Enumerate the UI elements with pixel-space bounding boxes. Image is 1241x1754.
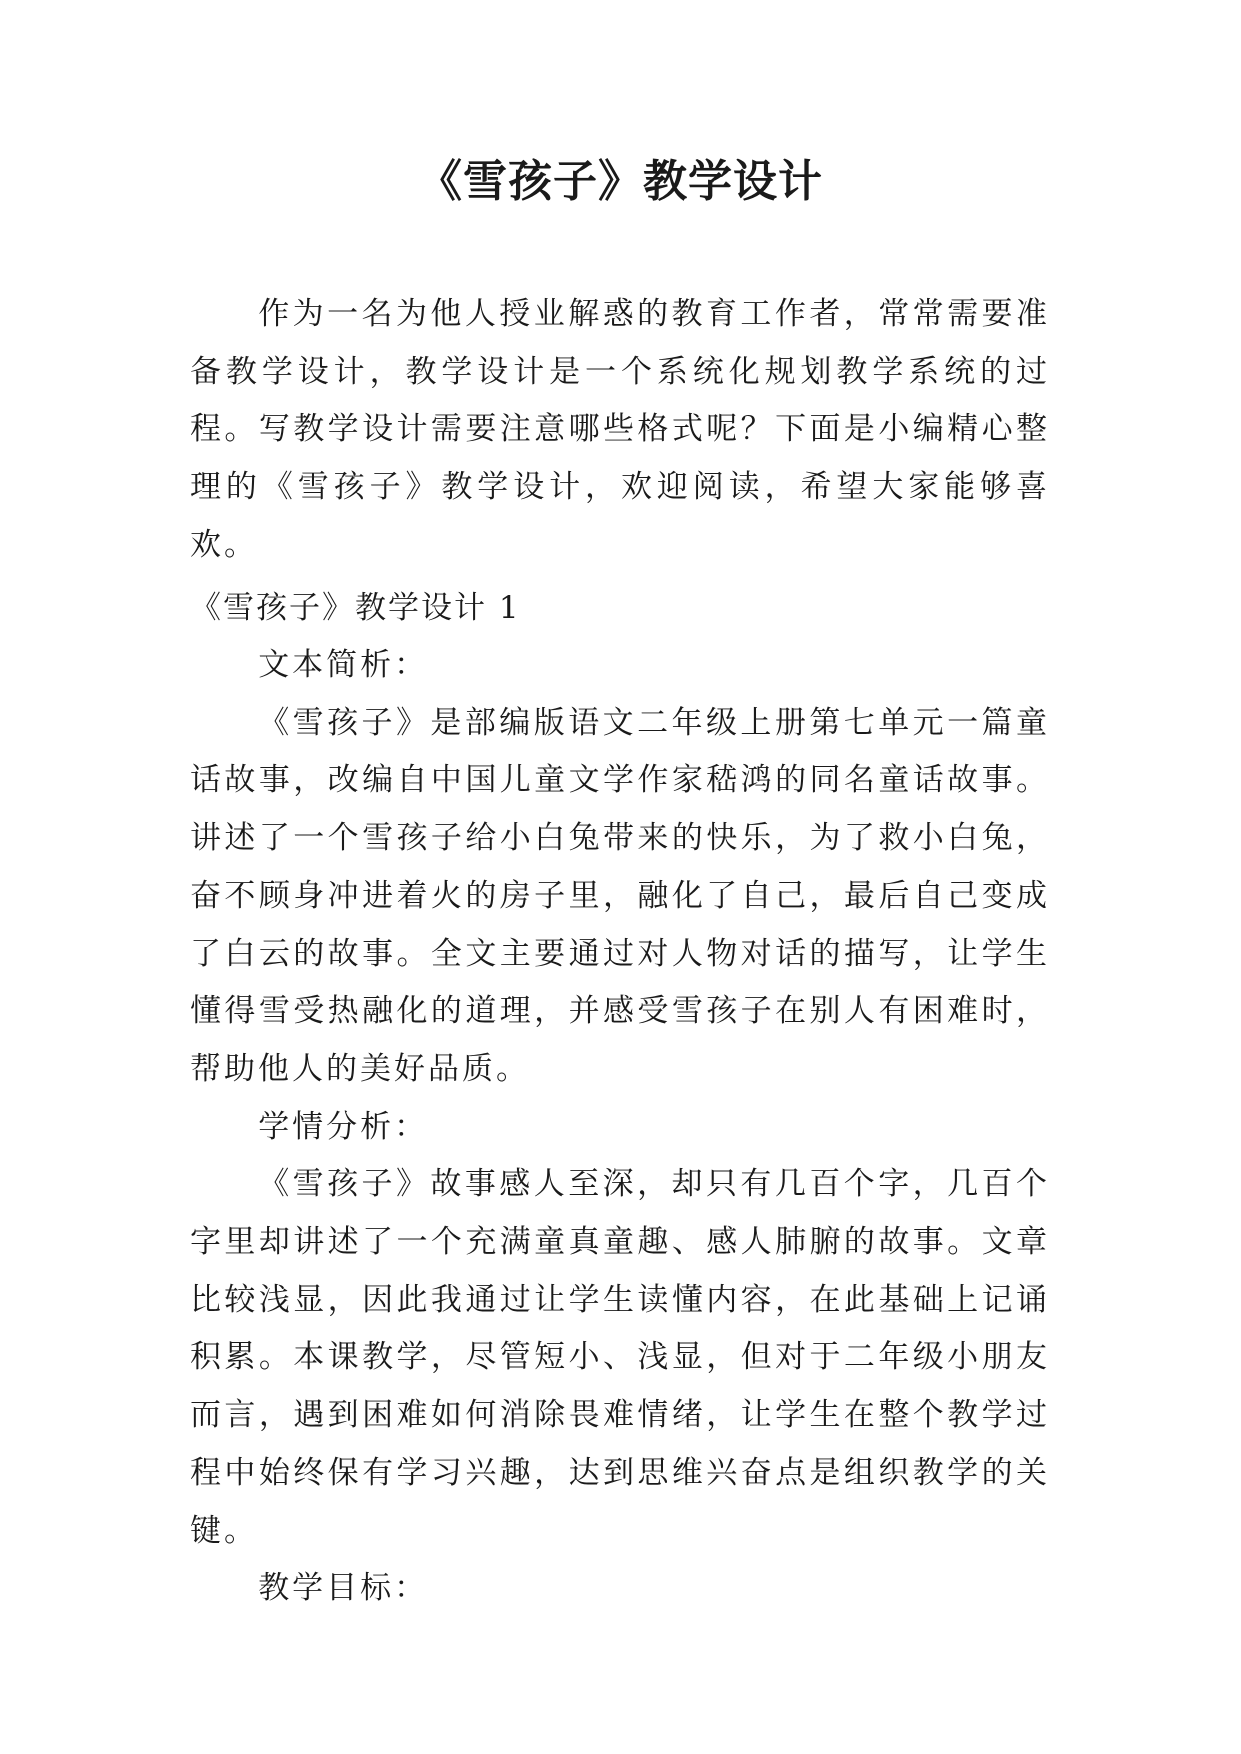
section-body [190, 637, 1050, 1618]
paragraph-learner-analysis: 《雪孩子》故事感人至深，却只有几百个字，几百个字里却讲述了一个充满童真童趣、感人肺腑的故事。文章比较浅显，因此我通过让学生读懂内容，在此基础上记诵积累。本课教学，尽管短小、浅显，但对于二年级小朋友而言，遇到困难如何消除畏难情绪，让学生在整个教学过程中始终保有学习兴趣，达到思维兴奋点是组织教学的关键。 [190, 1166, 1050, 1549]
subheading-learner-analysis: 学情分析： [258, 1108, 429, 1145]
subheading-text-analysis: 文本简析： [258, 647, 429, 683]
document-title: 《雪孩子》教学设计 [418, 156, 823, 207]
intro-block [190, 286, 1050, 575]
subheading-teaching-goals: 教学目标： [258, 1570, 429, 1607]
section-heading: 《雪孩子》教学设计 1 [190, 590, 521, 626]
intro-paragraph: 作为一名为他人授业解惑的教育工作者，常常需要准备教学设计，教学设计是一个系统化规划教学系统的过程。写教学设计需要注意哪些格式呢？下面是小编精心整理的《雪孩子》教学设计，欢迎阅读，希望大家能够喜欢。 [190, 296, 1050, 563]
paragraph-text-analysis: 《雪孩子》是部编版语文二年级上册第七单元一篇童话故事，改编自中国儿童文学作家嵇鸿的同名童话故事。讲述了一个雪孩子给小白兔带来的快乐，为了救小白兔，奋不顾身冲进着火的房子里，融化了自己，最后自己变成了白云的故事。全文主要通过对人物对话的描写，让学生懂得雪受热融化的道理，并感受雪孩子在别人有困难时，帮助他人的美好品质。 [190, 704, 1050, 1087]
